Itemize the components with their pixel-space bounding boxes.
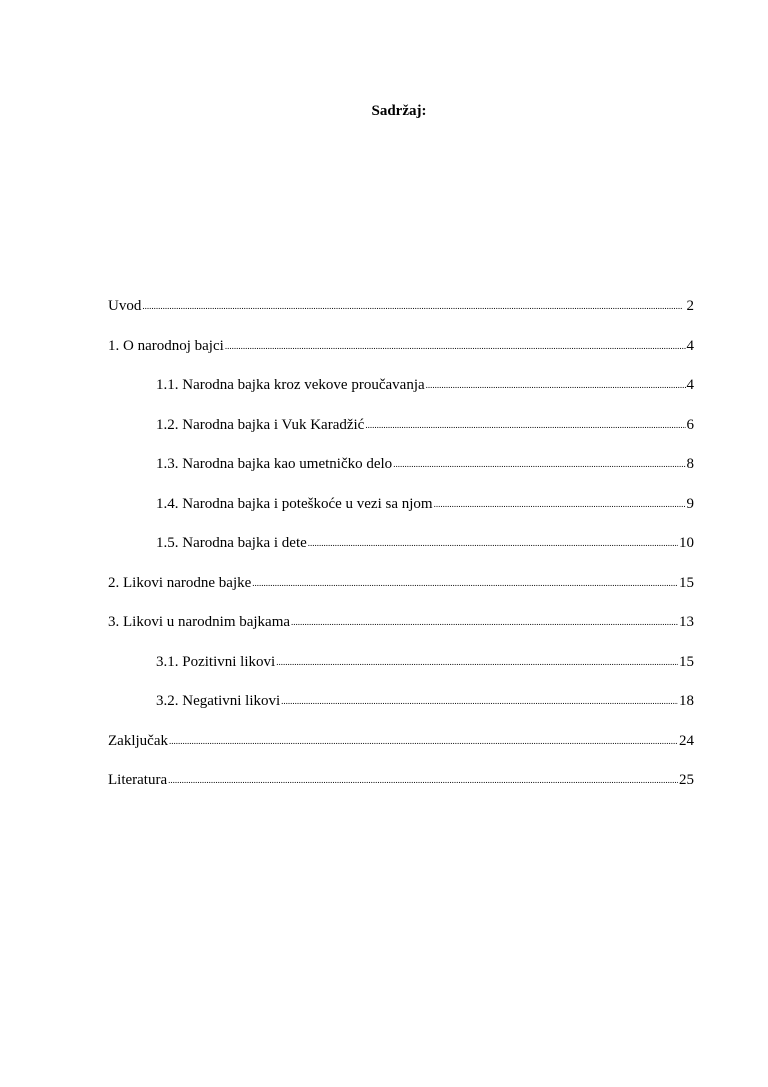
toc-entry-page: 24 xyxy=(679,732,694,749)
toc-entry-page: 25 xyxy=(679,772,694,788)
toc-entry-page: 4 xyxy=(686,377,694,393)
toc-dot-leader xyxy=(426,374,686,395)
toc-entry-chapter-3[interactable] xyxy=(108,612,694,652)
toc-entry-label: 3. Likovi u narodnim bajkama xyxy=(108,614,291,630)
toc-dot-leader xyxy=(276,651,678,672)
toc-entry-label: 1.5. Narodna bajka i dete xyxy=(156,535,307,551)
toc-entry-label: 1.1. Narodna bajka kroz vekove proučavanja xyxy=(156,377,425,393)
toc-dot-leader xyxy=(281,690,678,711)
toc-dot-leader xyxy=(142,295,685,316)
toc-entry-label: 1.3. Narodna bajka kao umetničko delo xyxy=(156,456,393,472)
toc-entry-page: 2 xyxy=(686,298,694,314)
toc-entry-label: Uvod xyxy=(108,298,142,314)
toc-entry-page: 6 xyxy=(686,416,694,433)
toc-entry-label: 3.2. Negativni likovi xyxy=(156,693,281,709)
toc-entry-label: Zaključak xyxy=(108,732,168,749)
toc-entry-page: 18 xyxy=(679,693,694,709)
toc-entry-page: 4 xyxy=(686,337,694,354)
toc-entry-page: 13 xyxy=(679,614,694,630)
toc-entry-page: 10 xyxy=(679,535,694,551)
toc-entry-label: 1.2. Narodna bajka i Vuk Karadžić xyxy=(156,416,365,433)
toc-entry-label: 1.4. Narodna bajka i poteškoće u vezi sa njom xyxy=(156,495,433,512)
toc-entry-section-1-1[interactable] xyxy=(108,375,694,415)
toc-dot-leader xyxy=(393,453,685,474)
toc-entry-page: 8 xyxy=(686,456,694,472)
toc-entry-page: 15 xyxy=(679,653,694,670)
toc-entry-literatura[interactable] xyxy=(108,770,694,810)
toc-dot-leader xyxy=(169,730,678,751)
toc-dot-leader xyxy=(291,611,678,632)
table-of-contents xyxy=(108,296,694,810)
toc-entry-label: 2. Likovi narodne bajke xyxy=(108,574,252,591)
toc-entry-zakljucak[interactable] xyxy=(108,731,694,771)
toc-entry-label: 1. O narodnoj bajci xyxy=(108,337,224,354)
toc-entry-section-1-4[interactable] xyxy=(108,494,694,534)
toc-entry-page: 9 xyxy=(686,495,694,512)
toc-entry-section-3-1[interactable] xyxy=(108,652,694,692)
toc-dot-leader xyxy=(434,493,686,514)
toc-dot-leader xyxy=(252,572,678,593)
toc-entry-chapter-2[interactable] xyxy=(108,573,694,613)
toc-entry-section-3-2[interactable] xyxy=(108,691,694,731)
toc-dot-leader xyxy=(168,769,678,790)
toc-dot-leader xyxy=(225,335,686,356)
toc-dot-leader xyxy=(365,414,685,435)
toc-entry-uvod[interactable] xyxy=(108,296,694,336)
toc-dot-leader xyxy=(308,532,678,553)
toc-entry-section-1-3[interactable] xyxy=(108,454,694,494)
toc-entry-label: 3.1. Pozitivni likovi xyxy=(156,653,276,670)
toc-entry-section-1-2[interactable] xyxy=(108,415,694,455)
toc-title: Sadržaj: xyxy=(371,103,427,119)
toc-entry-label: Literatura xyxy=(108,772,168,788)
toc-entry-chapter-1[interactable] xyxy=(108,336,694,376)
toc-entry-section-1-5[interactable] xyxy=(108,533,694,573)
toc-entry-page: 15 xyxy=(679,574,694,591)
